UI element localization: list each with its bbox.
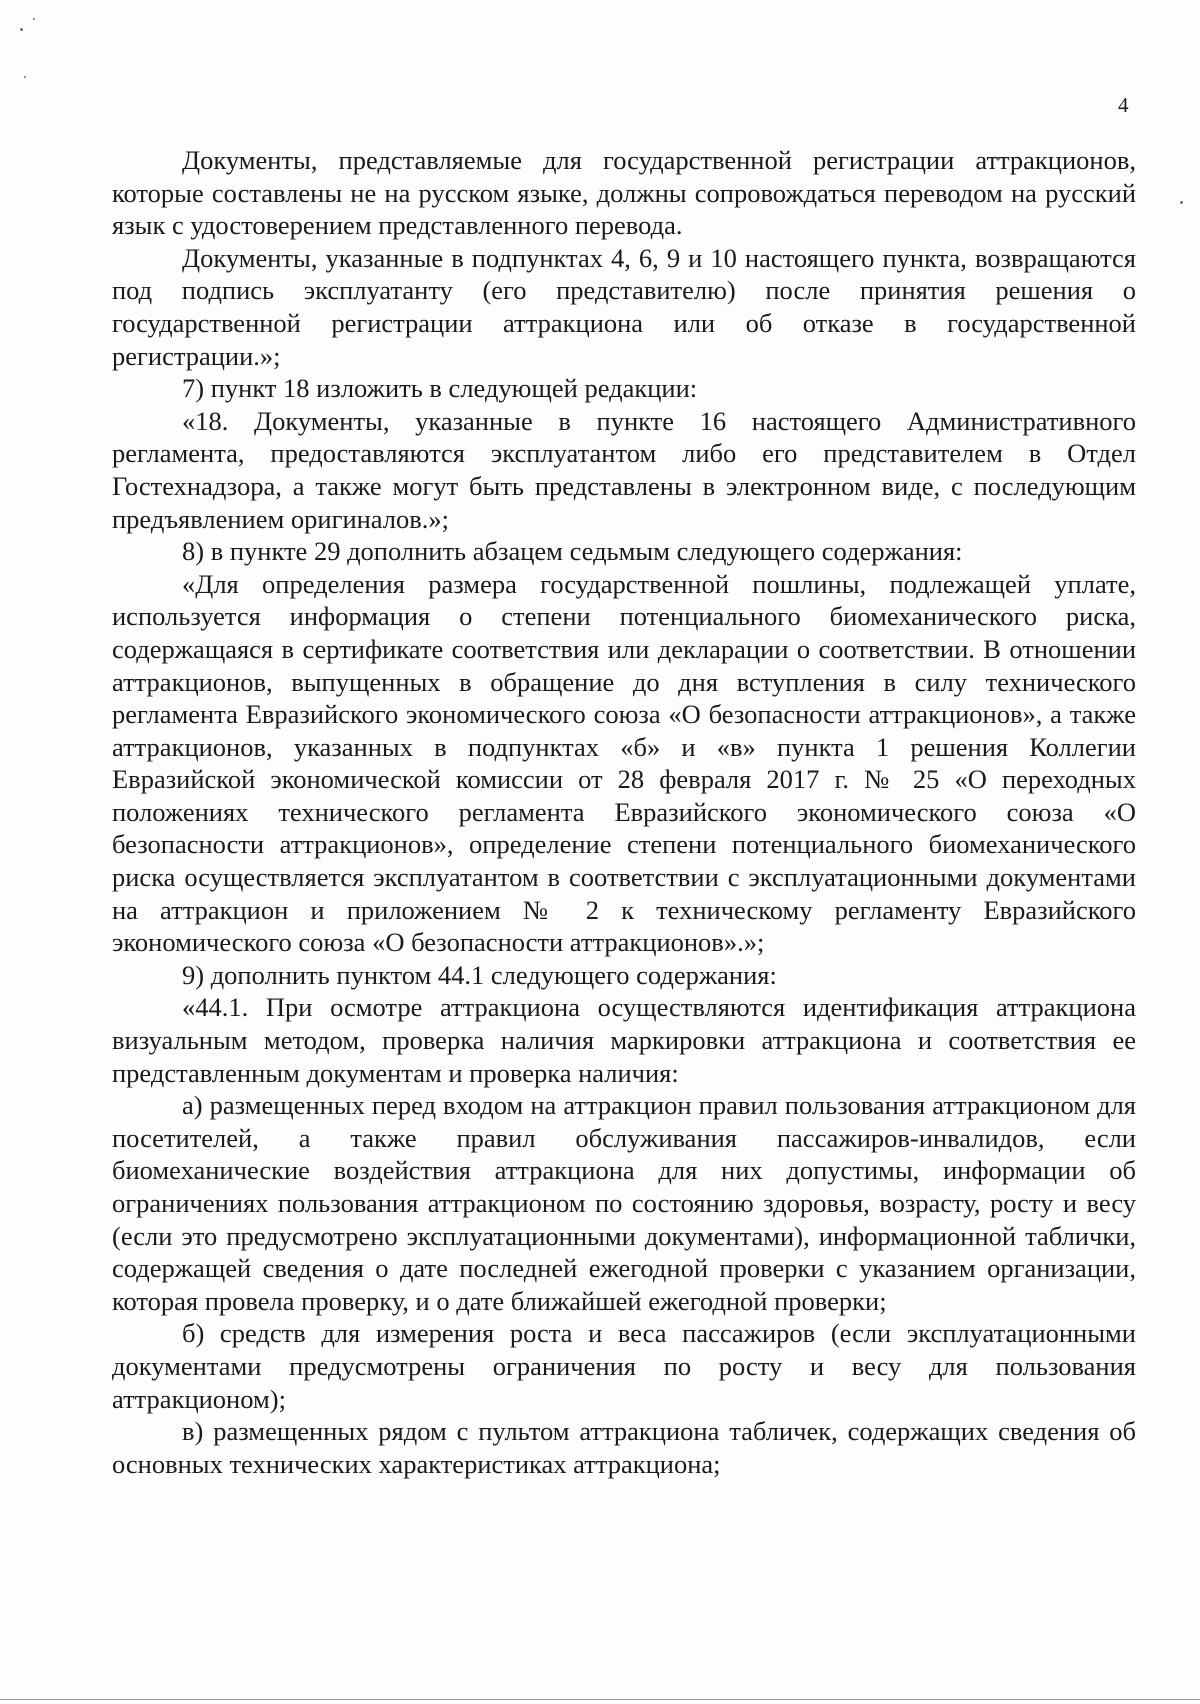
paragraph-subitem-a: а) размещенных перед входом на аттракцион правил пользования аттракционом для посетителей, а также правил обслуживания пассажиров-инвалидов, если биомеханические воздействия аттракциона для них допустимы, информации об ограничениях пользования аттракционом по состоянию здоровья, возрасту, росту и весу (если это предусмотрено эксплуатационными документами), информационной таблички, содержащей сведения о дате последней ежегодной проверки с указанием организации, которая провела проверку, и о дате ближайшей ежегодной проверки; xyxy=(112,1090,1136,1316)
page-number: 4 xyxy=(1118,93,1129,117)
scan-speck xyxy=(1180,201,1183,204)
document-body xyxy=(112,144,1136,1480)
scan-speck xyxy=(20,28,23,31)
paragraph-clause-18: «18. Документы, указанные в пункте 16 настоящего Административного регламента, предоставляются эксплуатантом либо его представителем в Отдел Гостехнадзора, а также могут быть представлены в электронном виде, с последующим предъявлением оригиналов.»; xyxy=(112,405,1136,534)
paragraph-item-9: 9) дополнить пунктом 44.1 следующего содержания: xyxy=(182,959,777,990)
scan-edge-line xyxy=(0,1699,1200,1700)
scan-speck xyxy=(24,76,26,78)
paragraph-item-8: 8) в пункте 29 дополнить абзацем седьмым следующего содержания: xyxy=(182,536,963,567)
paragraph-item-7: 7) пункт 18 изложить в следующей редакции: xyxy=(182,373,698,404)
paragraph-state-fee: «Для определения размера государственной пошлины, подлежащей уплате, используется информация о степени потенциального биомеханического риска, содержащаяся в сертификате соответствия или декларации о соответствии. В отношении аттракционов, выпущенных в обращение до дня вступления в силу технического регламента Евразийского экономического союза «О безопасности аттракционов», а также аттракционов, указанных в подпунктах «б» и «в» пункта 1 решения Коллегии Евразийской экономической комиссии от 28 февраля 2017 г. № 25 «О переходных положениях технического регламента Евразийского экономического союза «О безопасности аттракционов», определение степени потенциального биомеханического риска осуществляется эксплуатантом в соответствии с эксплуатационными документами на аттракцион и приложением № 2 к техническому регламенту Евразийского экономического союза «О безопасности аттракционов».»; xyxy=(112,568,1136,958)
paragraph-subitem-b: б) средств для измерения роста и веса пассажиров (если эксплуатационными документами предусмотрены ограничения по росту и весу для пользования аттракционом); xyxy=(112,1318,1136,1414)
paragraph-translation-requirement: Документы, представляемые для государственной регистрации аттракционов, которые составлены не на русском языке, должны сопровождаться переводом на русский язык с удостоверением представленного перевода. xyxy=(112,145,1136,241)
paragraph-clause-44-1: «44.1. При осмотре аттракциона осуществляются идентификация аттракциона визуальным методом, проверка наличия маркировки аттракциона и соответствия ее представленным документам и проверка наличия: xyxy=(112,992,1136,1088)
paragraph-subitem-v: в) размещенных рядом с пультом аттракциона табличек, содержащих сведения об основных технических характеристиках аттракциона; xyxy=(112,1416,1136,1479)
paragraph-documents-return: Документы, указанные в подпунктах 4, 6, 9 и 10 настоящего пункта, возвращаются под подпись эксплуатанту (его представителю) после принятия решения о государственной регистрации аттракциона или об отказе в государственной регистрации.»; xyxy=(112,242,1136,371)
scan-speck xyxy=(33,18,35,20)
